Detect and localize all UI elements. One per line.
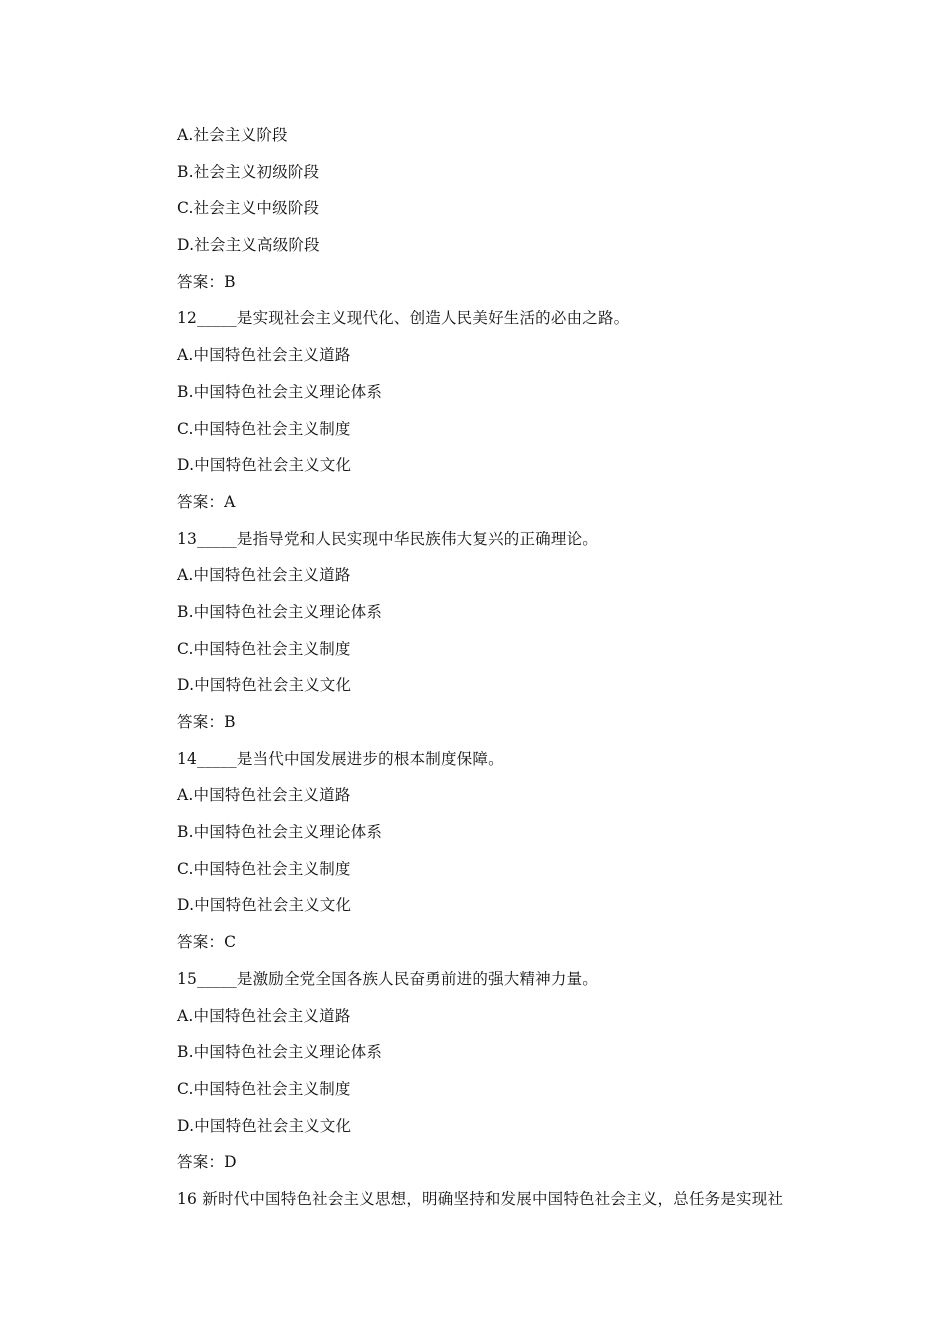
option-b: B.中国特色社会主义理论体系 — [177, 602, 383, 621]
option-a: A.中国特色社会主义道路 — [177, 1006, 351, 1025]
option-c: C.中国特色社会主义制度 — [177, 859, 351, 878]
answer: 答案：A — [177, 492, 236, 511]
option-a: A.中国特色社会主义道路 — [177, 346, 351, 365]
option-c: C.社会主义中级阶段 — [177, 199, 320, 218]
answer: 答案：B — [177, 713, 236, 731]
question-12: 12_____是实现社会主义现代化、创造人民美好生活的必由之路。 — [177, 309, 630, 328]
option-d: D.中国特色社会主义文化 — [177, 456, 352, 475]
option-b: B.中国特色社会主义理论体系 — [177, 382, 383, 401]
option-b: B.中国特色社会主义理论体系 — [177, 1043, 383, 1062]
question-15: 15_____是激励全党全国各族人民奋勇前进的强大精神力量。 — [177, 969, 598, 988]
option-c: C.中国特色社会主义制度 — [177, 419, 351, 438]
question-16: 16 新时代中国特色社会主义思想，明确坚持和发展中国特色社会主义，总任务是实现社 — [177, 1189, 784, 1208]
option-a: A.中国特色社会主义道路 — [177, 566, 351, 585]
option-b: B.中国特色社会主义理论体系 — [177, 823, 383, 842]
answer: 答案：C — [177, 933, 237, 952]
document-body — [177, 122, 877, 1223]
answer: 答案：D — [177, 1153, 237, 1172]
option-a: A.社会主义阶段 — [177, 126, 288, 144]
option-d: D.中国特色社会主义文化 — [177, 1116, 352, 1135]
option-a: A.中国特色社会主义道路 — [177, 786, 351, 805]
option-c: C.中国特色社会主义制度 — [177, 639, 351, 658]
option-d: D.社会主义高级阶段 — [177, 236, 320, 255]
question-13: 13_____是指导党和人民实现中华民族伟大复兴的正确理论。 — [177, 529, 598, 548]
option-d: D.中国特色社会主义文化 — [177, 896, 352, 915]
option-d: D.中国特色社会主义文化 — [177, 676, 352, 695]
question-14: 14_____是当代中国发展进步的根本制度保障。 — [177, 749, 504, 768]
option-c: C.中国特色社会主义制度 — [177, 1079, 351, 1098]
option-b: B.社会主义初级阶段 — [177, 162, 320, 181]
answer: 答案：B — [177, 272, 236, 291]
